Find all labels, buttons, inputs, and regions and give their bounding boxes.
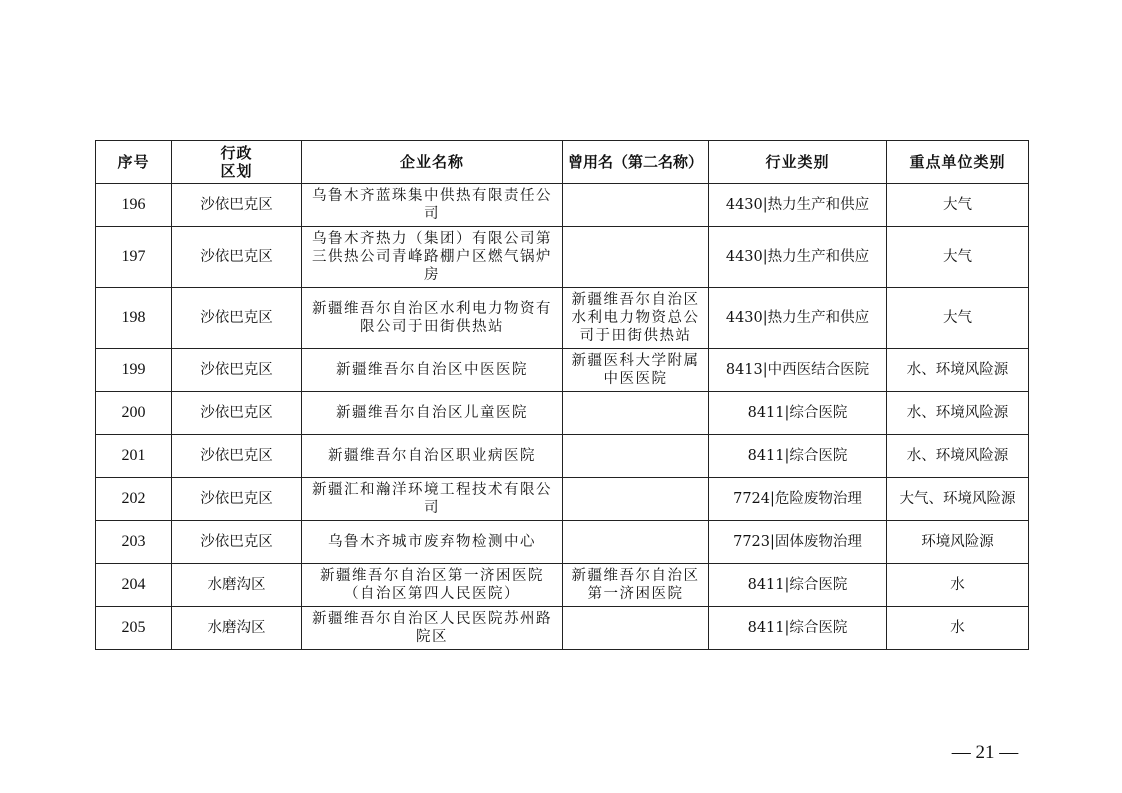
cell-former-name-text: 新疆医科大学附属中医医院	[571, 353, 700, 387]
cell-company-text: 新疆维吾尔自治区水利电力物资有限公司于田街供热站	[312, 301, 552, 335]
table-row	[96, 521, 1029, 564]
cell-industry: 8411|综合医院	[709, 564, 887, 607]
cell-unit-type: 水、环境风险源	[887, 349, 1029, 392]
cell-seq: 201	[96, 435, 172, 478]
cell-district: 水磨沟区	[172, 564, 302, 607]
cell-district: 沙依巴克区	[172, 184, 302, 227]
cell-seq: 198	[96, 288, 172, 349]
table-header-row	[96, 141, 1029, 184]
table-row	[96, 435, 1029, 478]
cell-company-text: 乌鲁木齐热力（集团）有限公司第三供热公司青峰路棚户区燃气锅炉房	[312, 231, 552, 283]
header-company: 企业名称	[302, 141, 563, 184]
cell-industry: 4430|热力生产和供应	[709, 227, 887, 288]
cell-district: 水磨沟区	[172, 607, 302, 650]
cell-company-text: 新疆维吾尔自治区职业病医院	[328, 448, 536, 464]
cell-district: 沙依巴克区	[172, 521, 302, 564]
cell-former-name	[563, 227, 709, 288]
cell-former-name	[563, 478, 709, 521]
cell-unit-type: 大气	[887, 184, 1029, 227]
header-district-line2: 区划	[220, 162, 253, 180]
table-row	[96, 349, 1029, 392]
header-seq: 序号	[96, 141, 172, 184]
cell-seq: 199	[96, 349, 172, 392]
cell-former-name	[563, 349, 709, 392]
cell-company-text: 乌鲁木齐城市废弃物检测中心	[328, 534, 536, 550]
cell-company	[302, 288, 563, 349]
header-district-line1: 行政	[220, 144, 253, 162]
cell-district: 沙依巴克区	[172, 392, 302, 435]
table-row	[96, 564, 1029, 607]
cell-unit-type: 水	[887, 607, 1029, 650]
cell-seq: 197	[96, 227, 172, 288]
cell-industry: 8411|综合医院	[709, 607, 887, 650]
cell-industry: 8413|中西医结合医院	[709, 349, 887, 392]
cell-district: 沙依巴克区	[172, 478, 302, 521]
table-row	[96, 392, 1029, 435]
cell-company	[302, 392, 563, 435]
cell-former-name	[563, 288, 709, 349]
cell-company-text: 新疆维吾尔自治区儿童医院	[336, 405, 528, 421]
cell-company	[302, 607, 563, 650]
cell-district: 沙依巴克区	[172, 435, 302, 478]
cell-former-name	[563, 184, 709, 227]
cell-company	[302, 478, 563, 521]
cell-seq: 202	[96, 478, 172, 521]
table-row	[96, 184, 1029, 227]
cell-company-text: 新疆汇和瀚洋环境工程技术有限公司	[312, 482, 552, 516]
enterprise-table	[95, 140, 1029, 650]
cell-district: 沙依巴克区	[172, 227, 302, 288]
cell-seq: 204	[96, 564, 172, 607]
cell-former-name-text: 新疆维吾尔自治区第一济困医院	[571, 568, 700, 602]
table-row	[96, 607, 1029, 650]
page-number: — 21 —	[951, 742, 1019, 763]
cell-unit-type: 大气	[887, 288, 1029, 349]
header-industry: 行业类别	[709, 141, 887, 184]
cell-former-name	[563, 564, 709, 607]
cell-seq: 200	[96, 392, 172, 435]
cell-former-name	[563, 435, 709, 478]
header-former-name: 曾用名（第二名称）	[563, 141, 709, 184]
cell-seq: 196	[96, 184, 172, 227]
cell-former-name-text: 新疆维吾尔自治区水利电力物资总公司于田街供热站	[571, 292, 700, 344]
cell-former-name	[563, 607, 709, 650]
cell-company	[302, 521, 563, 564]
cell-unit-type: 水、环境风险源	[887, 392, 1029, 435]
cell-industry: 4430|热力生产和供应	[709, 184, 887, 227]
cell-company	[302, 184, 563, 227]
cell-industry: 7724|危险废物治理	[709, 478, 887, 521]
cell-company	[302, 564, 563, 607]
table-row	[96, 227, 1029, 288]
cell-company-text: 新疆维吾尔自治区中医医院	[336, 362, 528, 378]
cell-company	[302, 349, 563, 392]
cell-industry: 7723|固体废物治理	[709, 521, 887, 564]
header-unit-type: 重点单位类别	[887, 141, 1029, 184]
cell-district: 沙依巴克区	[172, 288, 302, 349]
table-row	[96, 478, 1029, 521]
cell-unit-type: 大气、环境风险源	[887, 478, 1029, 521]
cell-company-text: 新疆维吾尔自治区人民医院苏州路院区	[312, 611, 552, 645]
cell-industry: 8411|综合医院	[709, 392, 887, 435]
cell-company	[302, 227, 563, 288]
cell-former-name	[563, 521, 709, 564]
cell-district: 沙依巴克区	[172, 349, 302, 392]
cell-unit-type: 环境风险源	[887, 521, 1029, 564]
cell-company	[302, 435, 563, 478]
header-district	[172, 141, 302, 184]
cell-company-text: 乌鲁木齐蓝珠集中供热有限责任公司	[312, 188, 552, 222]
table-row	[96, 288, 1029, 349]
cell-industry: 8411|综合医院	[709, 435, 887, 478]
cell-company-text: 新疆维吾尔自治区第一济困医院（自治区第四人民医院）	[320, 568, 544, 602]
cell-former-name	[563, 392, 709, 435]
cell-seq: 205	[96, 607, 172, 650]
cell-unit-type: 水	[887, 564, 1029, 607]
cell-industry: 4430|热力生产和供应	[709, 288, 887, 349]
cell-seq: 203	[96, 521, 172, 564]
cell-unit-type: 水、环境风险源	[887, 435, 1029, 478]
cell-unit-type: 大气	[887, 227, 1029, 288]
